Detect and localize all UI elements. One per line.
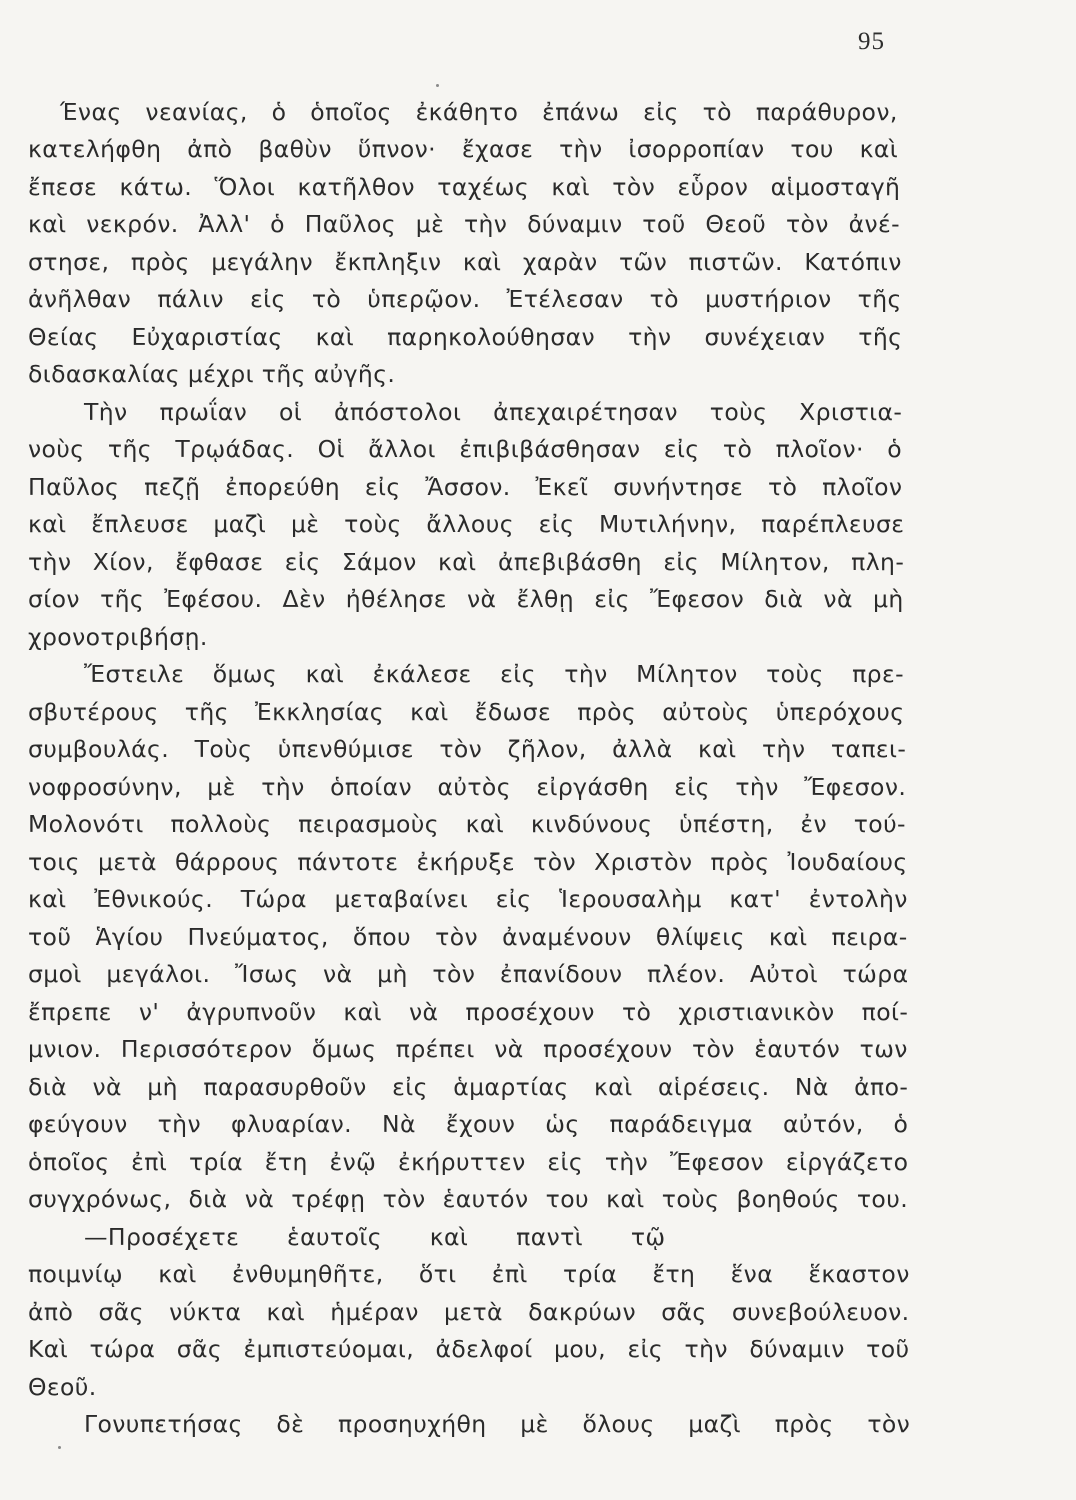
- text-line: μνιον. Περισσότερον ὅμως πρέπει νὰ προσέχουν τὸν ἑαυτόν των: [28, 1035, 908, 1063]
- text-line: Θείας Εὐχαριστίας καὶ παρηκολούθησαν τὴν συνέχειαν τῆς: [28, 323, 903, 351]
- text-line: Ἔστειλε ὅμως καὶ ἐκάλεσε εἰς τὴν Μίλητον τοὺς πρε-: [84, 660, 904, 688]
- text-line: Θεοῦ.: [28, 1373, 97, 1401]
- text-line: Ένας νεανίας, ὁ ὁποῖος ἐκάθητο ἐπάνω εἰς τὸ παράθυρον,: [60, 98, 898, 126]
- text-line: ἀπὸ σᾶς νύκτα καὶ ἡμέραν μετὰ δακρύων σᾶς συνεβούλευον.: [28, 1298, 910, 1326]
- text-line: καὶ νεκρόν. Ἀλλ' ὁ Παῦλος μὲ τὴν δύναμιν τοῦ Θεοῦ τὸν ἀνέ-: [28, 210, 900, 238]
- text-line: συγχρόνως, διὰ νὰ τρέφῃ τὸν ἑαυτόν του καὶ τοὺς βοηθούς του.: [28, 1185, 909, 1213]
- text-line: νοφροσύνην, μὲ τὴν ὁποίαν αὐτὸς εἰργάσθη εἰς τὴν Ἔφεσον.: [28, 773, 907, 801]
- text-line: ἀνῆλθαν πάλιν εἰς τὸ ὑπερῷον. Ἐτέλεσαν τὸ μυστήριον τῆς: [28, 285, 902, 313]
- text-line: νοὺς τῆς Τρῳάδας. Οἱ ἄλλοι ἐπιβιβάσθησαν εἰς τὸ πλοῖον· ὁ: [28, 435, 903, 463]
- text-line: καὶ Ἐθνικούς. Τώρα μεταβαίνει εἰς Ἱερουσαλὴμ κατ' ἐντολὴν: [28, 885, 908, 913]
- text-line: χρονοτριβήσῃ.: [28, 623, 208, 651]
- text-line: τοις μετὰ θάρρους πάντοτε ἐκήρυξε τὸν Χριστὸν πρὸς Ἰουδαίους: [28, 848, 908, 876]
- text-line: Γονυπετήσας δὲ προσηυχήθη μὲ ὅλους μαζὶ πρὸς τὸν: [84, 1410, 911, 1438]
- text-line: σμοὶ μεγάλοι. Ἴσως νὰ μὴ τὸν ἐπανίδουν πλέον. Αὐτοὶ τώρα: [28, 960, 909, 988]
- text-line: Μολονότι πολλοὺς πειρασμοὺς καὶ κινδύνους ὑπέστη, ἐν τού-: [28, 810, 906, 838]
- text-line: τὴν Χίον, ἔφθασε εἰς Σάμον καὶ ἀπεβιβάσθη εἰς Μίλητον, πλη-: [28, 548, 905, 576]
- text-line: διὰ νὰ μὴ παρασυρθοῦν εἰς ἁμαρτίας καὶ αἱρέσεις. Νὰ ἀπο-: [28, 1073, 909, 1101]
- page-number: 95: [858, 28, 885, 55]
- text-line: σίον τῆς Ἐφέσου. Δὲν ἠθέλησε νὰ ἔλθῃ εἰς Ἔφεσον διὰ νὰ μὴ: [28, 585, 904, 613]
- text-line: Καὶ τώρα σᾶς ἐμπιστεύομαι, ἀδελφοί μου, εἰς τὴν δύναμιν τοῦ: [28, 1335, 910, 1363]
- paper-speck: [58, 1446, 61, 1449]
- text-line: ἔπεσε κάτω. Ὅλοι κατῆλθον ταχέως καὶ τὸν εὗρον αἱμοσταγῆ: [28, 173, 901, 201]
- text-line: ὁποῖος ἐπὶ τρία ἔτη ἐνῷ ἐκήρυττεν εἰς τὴν Ἔφεσον εἰργάζετο: [28, 1148, 909, 1176]
- text-line: τοῦ Ἁγίου Πνεύματος, ὅπου τὸν ἀναμένουν θλίψεις καὶ πειρα-: [28, 923, 908, 951]
- text-line: —Προσέχετε ἑαυτοῖς καὶ παντὶ τῷ: [84, 1223, 666, 1251]
- text-line: σβυτέρους τῆς Ἐκκλησίας καὶ ἔδωσε πρὸς αὐτοὺς ὑπερόχους: [28, 698, 905, 726]
- text-line: φεύγουν τὴν φλυαρίαν. Νὰ ἔχουν ὡς παράδειγμα αὐτόν, ὁ: [28, 1110, 909, 1138]
- text-line: στησε, πρὸς μεγάλην ἔκπληξιν καὶ χαρὰν τῶν πιστῶν. Κατόπιν: [28, 248, 902, 276]
- text-line: Παῦλος πεζῇ ἐπορεύθη εἰς Ἄσσον. Ἐκεῖ συνήντησε τὸ πλοῖον: [28, 473, 903, 501]
- text-line: συμβουλάς. Τοὺς ὑπενθύμισε τὸν ζῆλον, ἀλλὰ καὶ τὴν ταπει-: [28, 735, 907, 763]
- text-line: κατελήφθη ἀπὸ βαθὺν ὕπνον· ἔχασε τὴν ἰσορροπίαν του καὶ: [28, 135, 899, 163]
- text-line: ἔπρεπε ν' ἀγρυπνοῦν καὶ νὰ προσέχουν τὸ χριστιανικὸν ποί-: [28, 998, 909, 1026]
- text-line: διδασκαλίας μέχρι τῆς αὐγῆς.: [28, 360, 396, 388]
- text-line: ποιμνίῳ καὶ ἐνθυμηθῆτε, ὅτι ἐπὶ τρία ἔτη ἕνα ἕκαστον: [28, 1260, 910, 1288]
- text-line: καὶ ἔπλευσε μαζὶ μὲ τοὺς ἄλλους εἰς Μυτιλήνην, παρέπλευσε: [28, 510, 905, 538]
- paper-speck: [436, 84, 439, 87]
- text-line: Τὴν πρωΐαν οἱ ἀπόστολοι ἀπεχαιρέτησαν τοὺς Χριστια-: [84, 398, 903, 426]
